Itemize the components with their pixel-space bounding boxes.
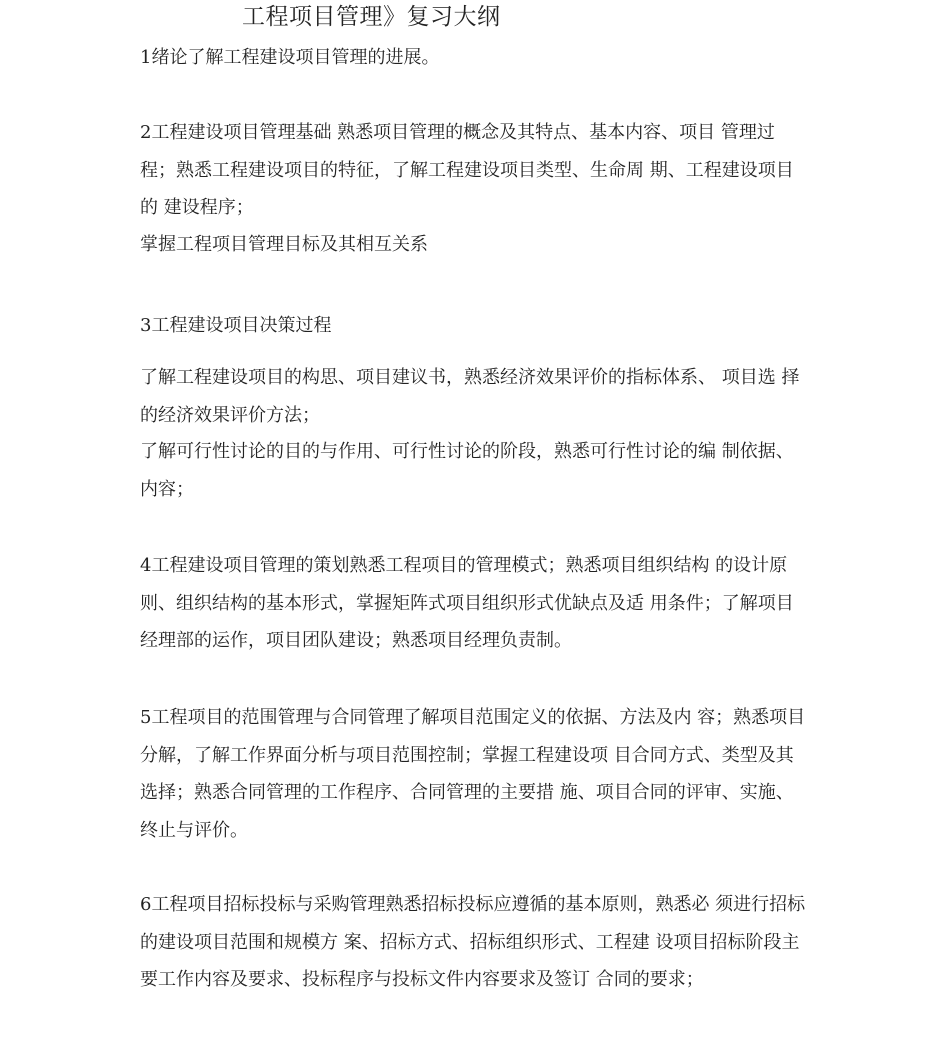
paragraph-3-feasibility: 了解可行性讨论的目的与作用、可行性讨论的阶段，熟悉可行性讨论的编 制依据、内容；	[140, 441, 794, 500]
paragraph-6-bidding: 6工程项目招标投标与采购管理熟悉招标投标应遵循的基本原则，熟悉必 须进行招标的建设项目范围和规模方 案、招标方式、招标组织形式、工程建 设项目招标阶段主要工作内容及要求、投标程序与投标文件内容要求及签订 合同的要求；	[140, 894, 806, 990]
paragraph-3-concept: 了解工程建设项目的构思、项目建议书，熟悉经济效果评价的指标体系、 项目选 择的经济效果评价方法；	[140, 367, 800, 426]
paragraph-1-intro: 1绪论了解工程建设项目管理的进展。	[140, 47, 440, 68]
paragraph-4-planning: 4工程建设项目管理的策划熟悉工程项目的管理模式；熟悉项目组织结构 的设计原则、组织结构的基本形式，掌握矩阵式项目组织形式优缺点及适 用条件；了解项目经理部的运作，项目团队建设；熟悉项目经理负责制。	[140, 555, 794, 651]
paragraph-5-scope-contract: 5工程项目的范围管理与合同管理了解项目范围定义的依据、方法及内 容；熟悉项目分解，了解工作界面分析与项目范围控制；掌握工程建设项 目合同方式、类型及其选择；熟悉合同管理的工作程序、合同管理的主要措 施、项目合同的评审、实施、终止与评价。	[140, 707, 806, 841]
paragraph-3-heading: 3工程建设项目决策过程	[140, 315, 332, 336]
paragraph-2-basics: 2工程建设项目管理基础 熟悉项目管理的概念及其特点、基本内容、项目 管理过程；熟悉工程建设项目的特征，了解工程建设项目类型、生命周 期、工程建设项目的 建设程序；	[140, 122, 794, 218]
paragraph-2-objectives: 掌握工程项目管理目标及其相互关系	[140, 234, 428, 255]
document-title: 工程项目管理》复习大纲	[242, 4, 501, 30]
